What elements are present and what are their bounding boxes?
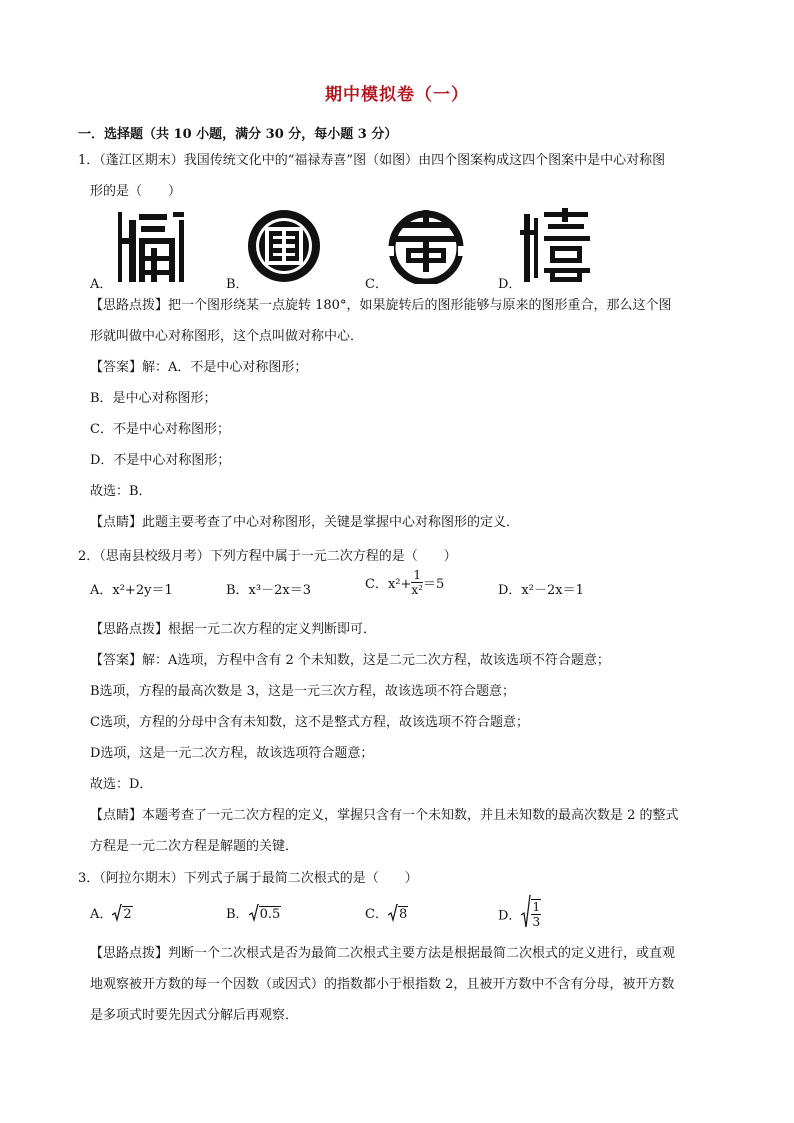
q1-option-d: D． <box>498 277 522 292</box>
q2-option-c-tail: ＝5 <box>422 577 445 592</box>
q3-option-b <box>226 903 281 926</box>
q3-option-a <box>90 903 133 926</box>
q2-answer-line2: B选项，方程的最高次数是 3，这是一元三次方程，故该选项不符合题意； <box>90 684 515 699</box>
q1-answer-line3: C．不是中心对称图形； <box>90 422 230 437</box>
q3-option-d-label: D． <box>498 908 522 924</box>
q2-hint: 【思路点拨】根据一元二次方程的定义判断即可． <box>90 622 377 637</box>
q3-option-d-fraction <box>531 899 541 929</box>
q3-option-d-numerator: 1 <box>532 900 541 914</box>
q2-option-b: B．x³－2x＝3 <box>226 583 311 598</box>
q3-hint-line2: 地观察被开方数的每一个因数（或因式）的指数都小于根指数 2，且被开方数中不含有分母，被开方数 <box>90 977 675 992</box>
q3-option-b-label: B． <box>226 907 249 922</box>
sqrt-icon <box>521 895 531 933</box>
q2-answer-line4: D选项，这是一元二次方程，故该选项符合题意； <box>90 746 374 761</box>
xi-symbol-icon <box>520 208 596 284</box>
section-heading: 一．选择题（共 10 小题，满分 30 分，每小题 3 分） <box>78 127 398 142</box>
q1-comment: 【点睛】此题主要考查了中心对称图形，关键是掌握中心对称图形的定义． <box>90 515 520 530</box>
q3-option-c-label: C． <box>365 907 388 922</box>
q1-stem-line1: 1．（蓬江区期末）我国传统文化中的“福禄寿喜”图（如图）由四个图案构成这四个图案中是中心对称图 <box>78 153 666 168</box>
q2-option-d: D．x²－2x＝1 <box>498 583 584 598</box>
q3-option-d <box>498 895 541 933</box>
q1-option-b: B． <box>226 277 249 292</box>
sqrt-icon <box>249 904 259 926</box>
q2-option-a: A．x²+2y＝1 <box>90 583 173 598</box>
sqrt-icon <box>112 904 122 926</box>
q3-option-c-radicand: 8 <box>398 907 408 922</box>
q2-stem: 2．（思南县校级月考）下列方程中属于一元二次方程的是（ ） <box>78 549 457 564</box>
q1-answer-line5: 故选：B． <box>90 484 152 499</box>
q3-option-a-label: A． <box>90 907 113 922</box>
q2-answer-line1: 【答案】解：A选项，方程中含有 2 个未知数，这是二元二次方程，故该选项不符合题意； <box>90 653 610 668</box>
lu-symbol-icon <box>246 208 322 284</box>
q2-answer-line5: 故选：D． <box>90 777 153 792</box>
q1-hint-line1: 【思路点拨】把一个图形绕某一点旋转 180°，如果旋转后的图形能够与原来的图形重合，那么这个图 <box>90 298 672 313</box>
q2-option-c-label: C．x²+ <box>365 577 412 592</box>
q3-option-a-radicand: 2 <box>123 907 132 922</box>
q1-option-a: A． <box>90 277 113 292</box>
q2-option-c-fraction <box>411 568 423 597</box>
q1-answer-line2: B．是中心对称图形； <box>90 391 217 406</box>
q2-comment-line1: 【点睛】本题考查了一元二次方程的定义，掌握只含有一个未知数，并且未知数的最高次数是 2 的整式 <box>90 808 679 823</box>
q2-option-c <box>365 570 444 599</box>
q3-option-d-denominator: 3 <box>532 915 541 929</box>
q1-answer-line4: D．不是中心对称图形； <box>90 453 231 468</box>
page-title: 期中模拟卷（一） <box>325 85 469 105</box>
q1-hint-line2: 形就叫做中心对称图形，这个点叫做对称中心． <box>90 329 364 344</box>
q1-answer-line1: 【答案】解：A．不是中心对称图形； <box>90 360 308 375</box>
q1-option-c: C． <box>365 277 388 292</box>
q1-stem-line2: 形的是（ ） <box>90 184 182 199</box>
fu-symbol-icon <box>113 208 189 284</box>
q2-comment-line2: 方程是一元二次方程是解题的关键． <box>90 839 299 854</box>
q3-option-b-radicand: 0.5 <box>259 907 281 922</box>
q3-hint-line3: 是多项式时要先因式分解后再观察． <box>90 1008 299 1023</box>
q3-hint-line1: 【思路点拨】判断一个二次根式是否为最简二次根式主要方法是根据最简二次根式的定义进行，或直观 <box>90 946 676 961</box>
sqrt-icon <box>388 904 398 926</box>
shou-symbol-icon <box>386 208 466 284</box>
q2-option-c-numerator: 1 <box>413 568 421 582</box>
q3-stem: 3．（阿拉尔期末）下列式子属于最简二次根式的是（ ） <box>78 871 418 886</box>
q3-option-c <box>365 903 408 926</box>
q2-option-c-denominator: x² <box>411 583 423 597</box>
q2-answer-line3: C选项，方程的分母中含有未知数，这不是整式方程，故该选项不符合题意； <box>90 715 529 730</box>
